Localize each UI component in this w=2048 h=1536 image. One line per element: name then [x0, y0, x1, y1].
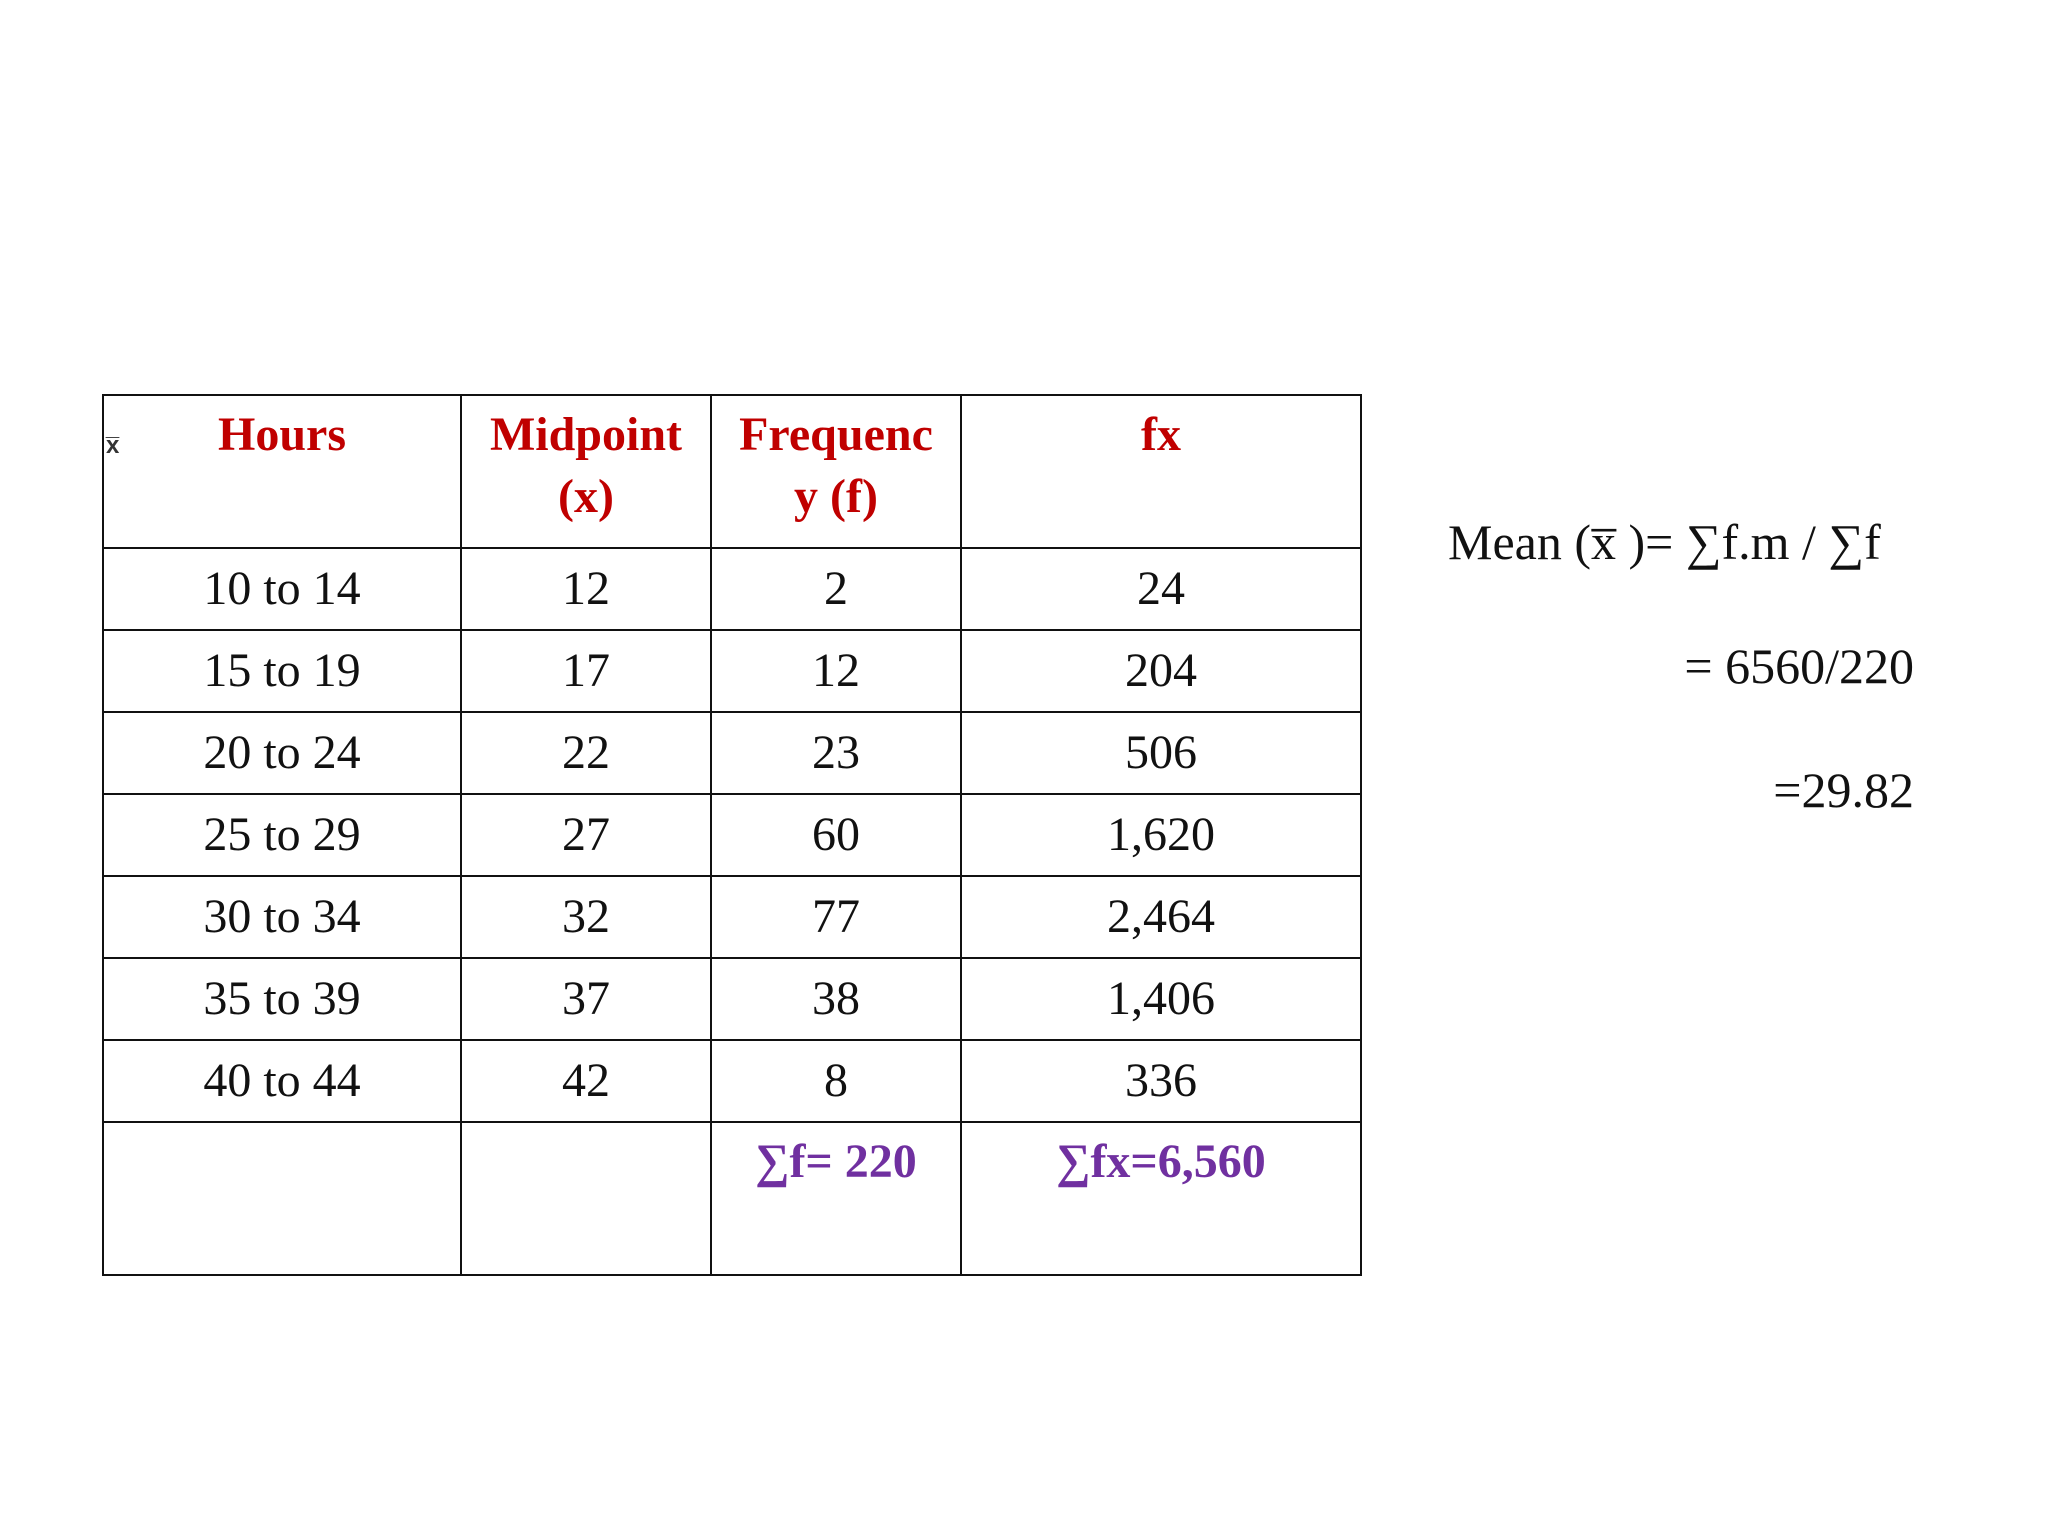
- header-frequency: [711, 395, 961, 548]
- cell-frequency: 2: [711, 548, 961, 630]
- header-hours: [103, 395, 461, 548]
- table-header-row: [103, 395, 1361, 548]
- header-frequency-symbol: y (f): [794, 470, 878, 523]
- total-midpoint-cell: [461, 1122, 711, 1275]
- total-fx-sum: ∑fx=6,560: [961, 1122, 1361, 1275]
- table-row: [103, 548, 1361, 630]
- cell-fx: 336: [961, 1040, 1361, 1122]
- mean-substitution: = 6560/220: [1684, 638, 1914, 694]
- cell-frequency: 8: [711, 1040, 961, 1122]
- cell-midpoint: 27: [461, 794, 711, 876]
- table-row: [103, 958, 1361, 1040]
- cell-midpoint: 22: [461, 712, 711, 794]
- total-hours-cell: [103, 1122, 461, 1275]
- cell-midpoint: 17: [461, 630, 711, 712]
- header-midpoint: [461, 395, 711, 548]
- header-midpoint-label: Midpoint: [489, 408, 683, 461]
- cell-frequency: 60: [711, 794, 961, 876]
- cell-hours: 25 to 29: [103, 794, 461, 876]
- cell-frequency: 38: [711, 958, 961, 1040]
- table-row: [103, 876, 1361, 958]
- cell-midpoint: 32: [461, 876, 711, 958]
- cell-frequency: 77: [711, 876, 961, 958]
- cell-fx: 204: [961, 630, 1361, 712]
- cell-hours: 20 to 24: [103, 712, 461, 794]
- cell-hours: 30 to 34: [103, 876, 461, 958]
- cell-midpoint: 37: [461, 958, 711, 1040]
- cell-midpoint: 12: [461, 548, 711, 630]
- header-fx: [961, 395, 1361, 548]
- cell-fx: 2,464: [961, 876, 1361, 958]
- header-hours-label: Hours: [217, 408, 346, 461]
- cell-fx: 1,620: [961, 794, 1361, 876]
- xbar-mark: x̅: [106, 432, 120, 459]
- header-midpoint-symbol: (x): [558, 470, 614, 523]
- cell-frequency: 12: [711, 630, 961, 712]
- cell-fx: 1,406: [961, 958, 1361, 1040]
- cell-hours: 40 to 44: [103, 1040, 461, 1122]
- total-frequency-sum: ∑f= 220: [711, 1122, 961, 1275]
- cell-hours: 35 to 39: [103, 958, 461, 1040]
- cell-midpoint: 42: [461, 1040, 711, 1122]
- mean-formula: Mean (x̅ )= ∑f.m / ∑f: [1448, 514, 1881, 570]
- cell-hours: 15 to 19: [103, 630, 461, 712]
- cell-fx: 506: [961, 712, 1361, 794]
- table-row: [103, 630, 1361, 712]
- table-row: [103, 712, 1361, 794]
- cell-hours: 10 to 14: [103, 548, 461, 630]
- header-fx-label: fx: [1141, 408, 1181, 461]
- frequency-table: [102, 394, 1362, 1276]
- table-row: [103, 794, 1361, 876]
- cell-fx: 24: [961, 548, 1361, 630]
- cell-frequency: 23: [711, 712, 961, 794]
- table-row: [103, 1040, 1361, 1122]
- table-total-row: [103, 1122, 1361, 1275]
- mean-result: =29.82: [1773, 762, 1914, 818]
- header-frequency-label: Frequenc: [739, 408, 933, 461]
